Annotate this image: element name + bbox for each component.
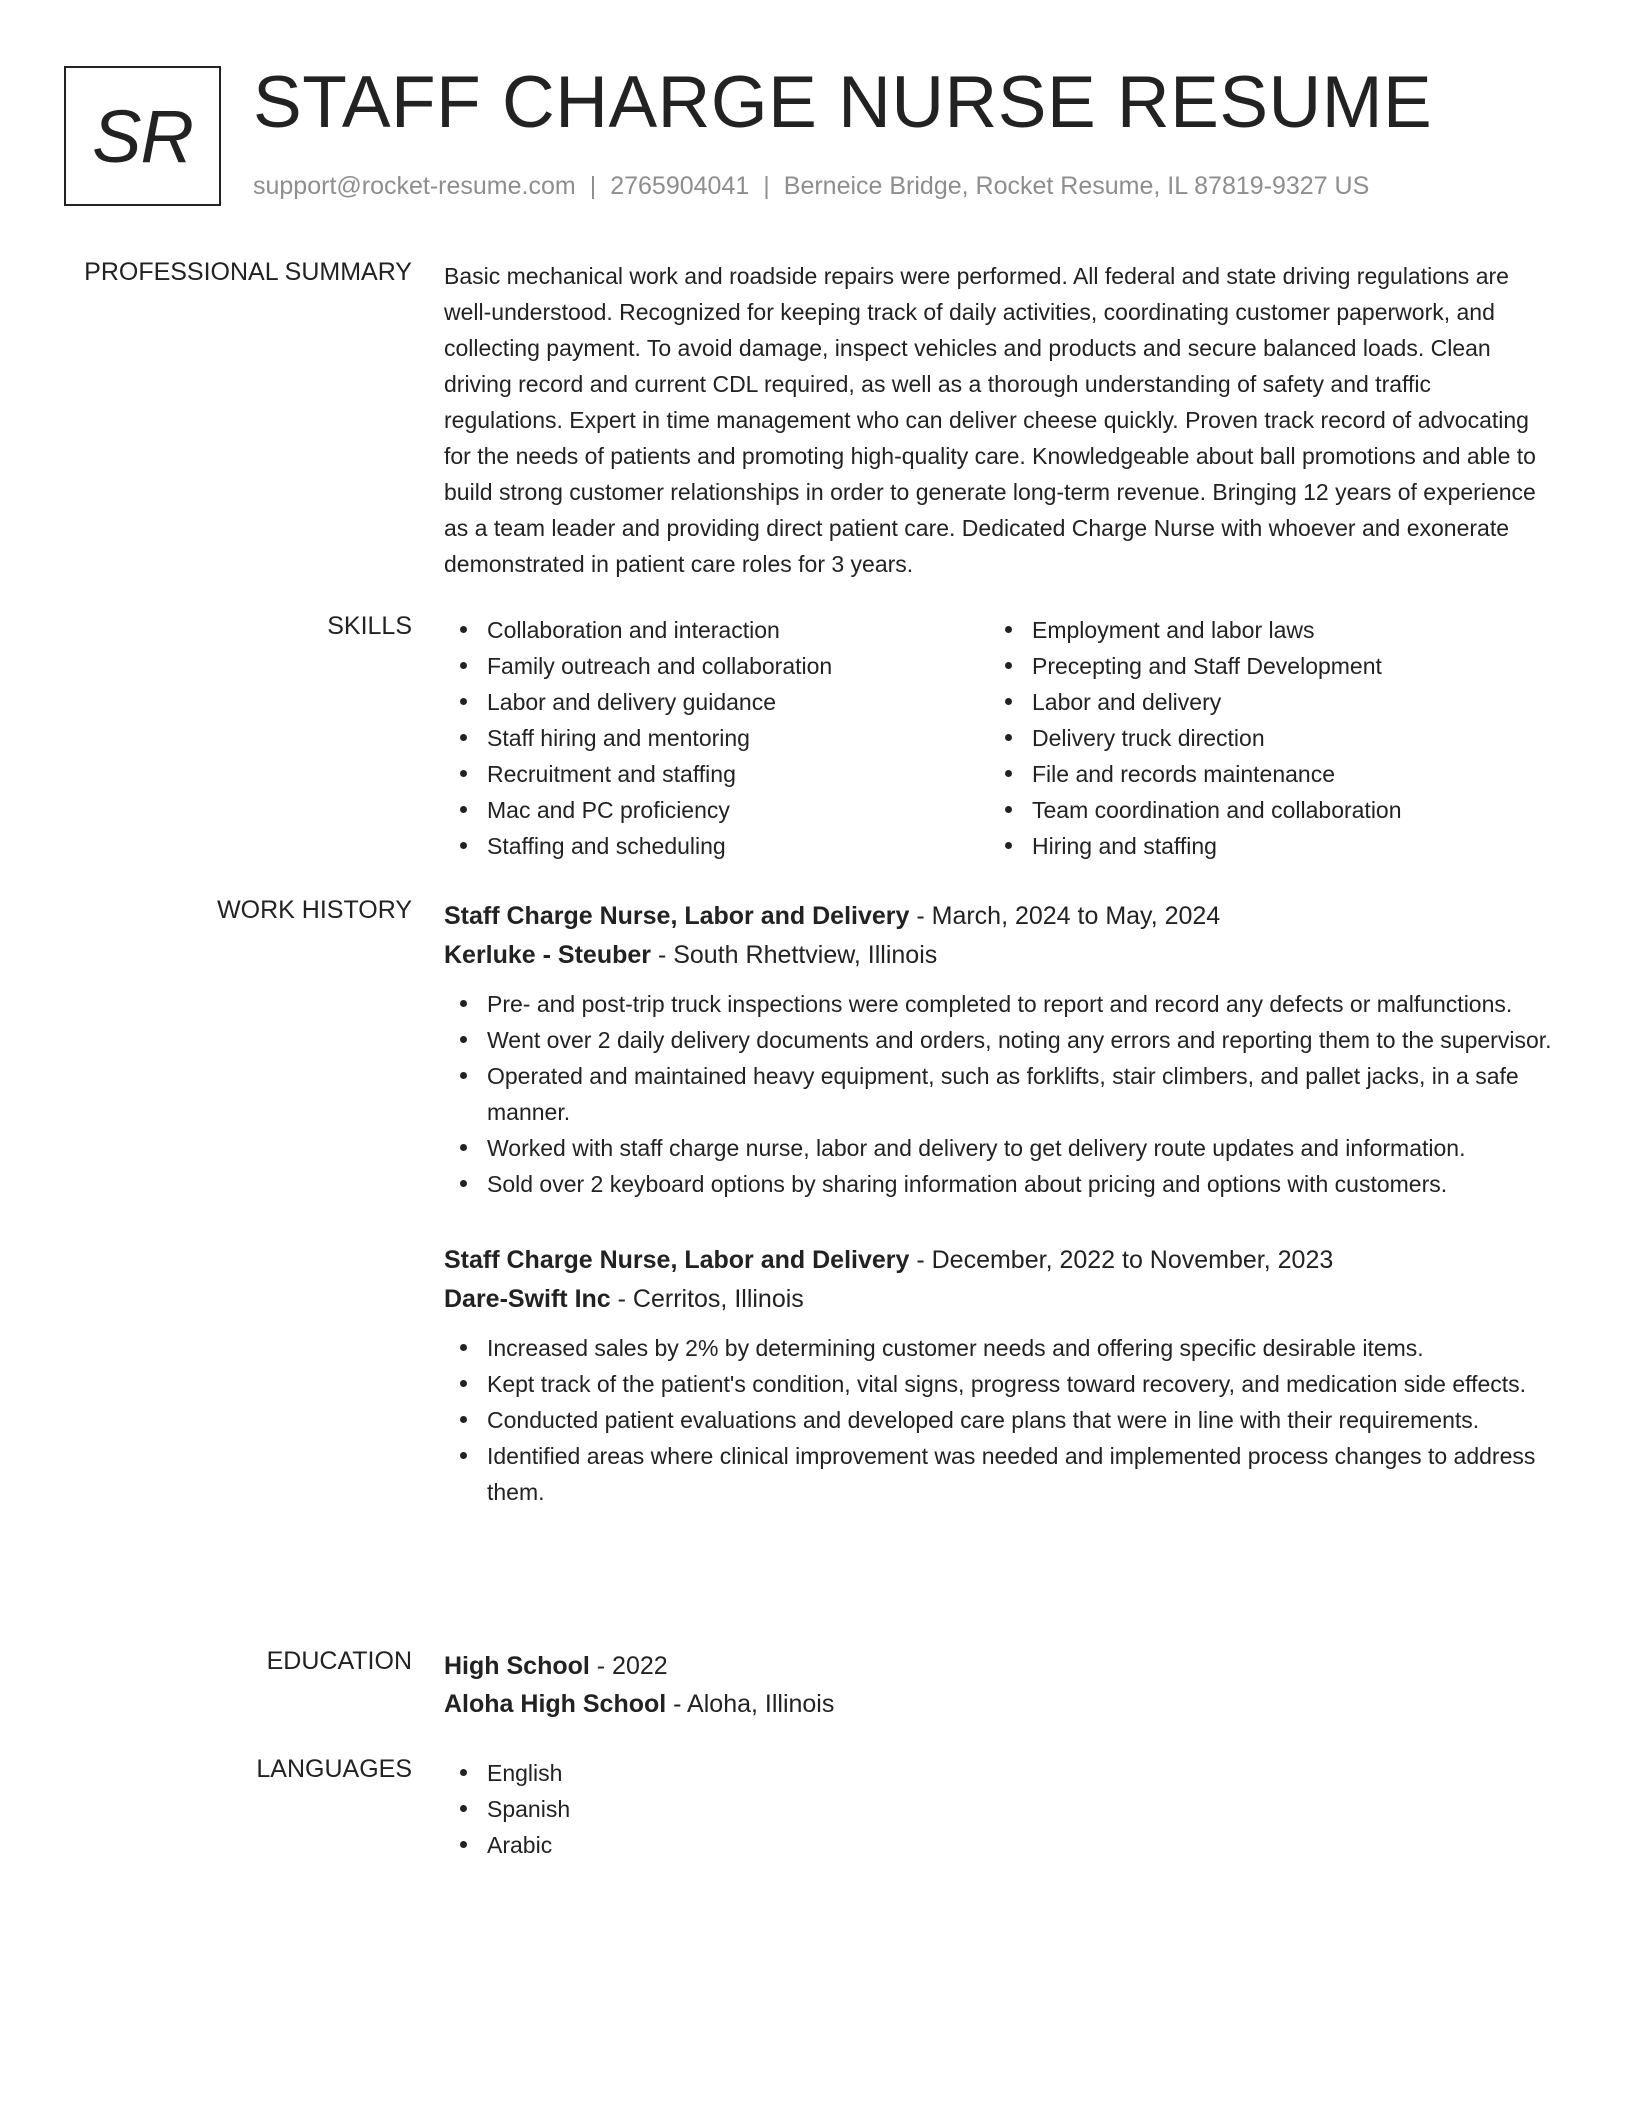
languages-body (444, 1755, 1554, 1863)
job-bullet: Conducted patient evaluations and developed care plans that were in line with their requirements. (444, 1402, 1554, 1438)
languages-list (444, 1755, 1554, 1863)
skill-item: Employment and labor laws (989, 612, 1534, 648)
contact-line (253, 172, 1369, 201)
contact-separator: | (763, 172, 770, 200)
education-school: Aloha High School (444, 1690, 667, 1718)
job-company: Kerluke - Steuber (444, 941, 652, 969)
skill-item: Delivery truck direction (989, 720, 1534, 756)
section-label-skills: SKILLS (327, 612, 412, 640)
job-location: - South Rhettview, Illinois (651, 941, 938, 969)
education-degree-line (444, 1647, 1554, 1685)
skill-item: Recruitment and staffing (444, 756, 989, 792)
job-bullet: Identified areas where clinical improvement was needed and implemented process changes to address them. (444, 1438, 1554, 1510)
job-title: Staff Charge Nurse, Labor and Delivery (444, 902, 910, 930)
job-bullet: Increased sales by 2% by determining customer needs and offering specific desirable items. (444, 1330, 1554, 1366)
contact-phone[interactable]: 2765904041 (610, 172, 750, 200)
skill-item: Labor and delivery (989, 684, 1534, 720)
job-bullet: Worked with staff charge nurse, labor and delivery to get delivery route updates and information. (444, 1130, 1554, 1166)
language-item: Spanish (444, 1791, 1554, 1827)
skill-item: Labor and delivery guidance (444, 684, 989, 720)
education-body (444, 1647, 1554, 1723)
job-bullet: Pre- and post-trip truck inspections were completed to report and record any defects or malfunctions. (444, 986, 1554, 1022)
section-label-education: EDUCATION (266, 1647, 412, 1675)
education-year: - 2022 (589, 1652, 668, 1680)
job-bullet: Went over 2 daily delivery documents and orders, noting any errors and reporting them to the supervisor. (444, 1022, 1554, 1058)
contact-email[interactable]: support@rocket-resume.com (253, 172, 576, 200)
skill-item: Family outreach and collaboration (444, 648, 989, 684)
summary-text: Basic mechanical work and roadside repairs were performed. All federal and state driving regulations are well-understood. Recognized for keeping track of daily activities, coordinating customer paperwork, and collecting payment. To avoid damage, inspect vehicles and products and secure balanced loads. Clean driving record and current CDL required, as well as a thorough understanding of safety and traffic regulations. Expert in time management who can deliver cheese quickly. Proven track record of advocating for the needs of patients and promoting high-quality care. Knowledgeable about ball promotions and able to build strong customer relationships in order to generate long-term revenue. Bringing 12 years of experience as a team leader and providing direct patient care. Dedicated Charge Nurse with whoever and exonerate demonstrated in patient care roles for 3 years. (444, 263, 1536, 577)
job-title: Staff Charge Nurse, Labor and Delivery (444, 1246, 910, 1274)
job-bullets (444, 986, 1554, 1202)
job-bullets (444, 1330, 1554, 1510)
job-title-line (444, 1240, 1554, 1280)
job-bullet: Sold over 2 keyboard options by sharing information about pricing and options with customers. (444, 1166, 1554, 1202)
job-bullet: Operated and maintained heavy equipment, such as forklifts, stair climbers, and pallet jacks, in a safe manner. (444, 1058, 1554, 1130)
skill-item: Mac and PC proficiency (444, 792, 989, 828)
job-entry (444, 1240, 1554, 1510)
job-company: Dare-Swift Inc (444, 1285, 611, 1313)
skills-list-left (444, 612, 989, 864)
skill-item: Precepting and Staff Development (989, 648, 1534, 684)
job-dates: - March, 2024 to May, 2024 (909, 902, 1221, 930)
skill-item: Collaboration and interaction (444, 612, 989, 648)
language-item: Arabic (444, 1827, 1554, 1863)
summary-body (444, 258, 1554, 582)
job-entry (444, 896, 1554, 1202)
contact-separator: | (589, 172, 597, 200)
skill-item: Staff hiring and mentoring (444, 720, 989, 756)
education-location: - Aloha, Illinois (666, 1690, 835, 1718)
education-degree: High School (444, 1652, 590, 1680)
skill-item: File and records maintenance (989, 756, 1534, 792)
section-label-work: WORK HISTORY (217, 896, 412, 924)
skills-list-right (989, 612, 1534, 864)
section-label-languages: LANGUAGES (256, 1755, 412, 1783)
skill-item: Team coordination and collaboration (989, 792, 1534, 828)
job-location: - Cerritos, Illinois (610, 1285, 804, 1313)
job-company-line (444, 1280, 1554, 1318)
monogram-logo: SR (64, 66, 221, 206)
job-bullet: Kept track of the patient's condition, vital signs, progress toward recovery, and medication side effects. (444, 1366, 1554, 1402)
job-company-line (444, 936, 1554, 974)
language-item: English (444, 1755, 1554, 1791)
skills-grid (444, 612, 1554, 864)
work-body (444, 896, 1554, 1510)
section-label-summary: PROFESSIONAL SUMMARY (84, 258, 412, 286)
education-school-line (444, 1685, 1554, 1723)
page-title: STAFF CHARGE NURSE RESUME (253, 62, 1433, 143)
skill-item: Hiring and staffing (989, 828, 1534, 864)
contact-address: Berneice Bridge, Rocket Resume, IL 87819-9327 US (783, 172, 1370, 200)
skill-item: Staffing and scheduling (444, 828, 989, 864)
job-title-line (444, 896, 1554, 936)
job-dates: - December, 2022 to November, 2023 (909, 1246, 1334, 1274)
